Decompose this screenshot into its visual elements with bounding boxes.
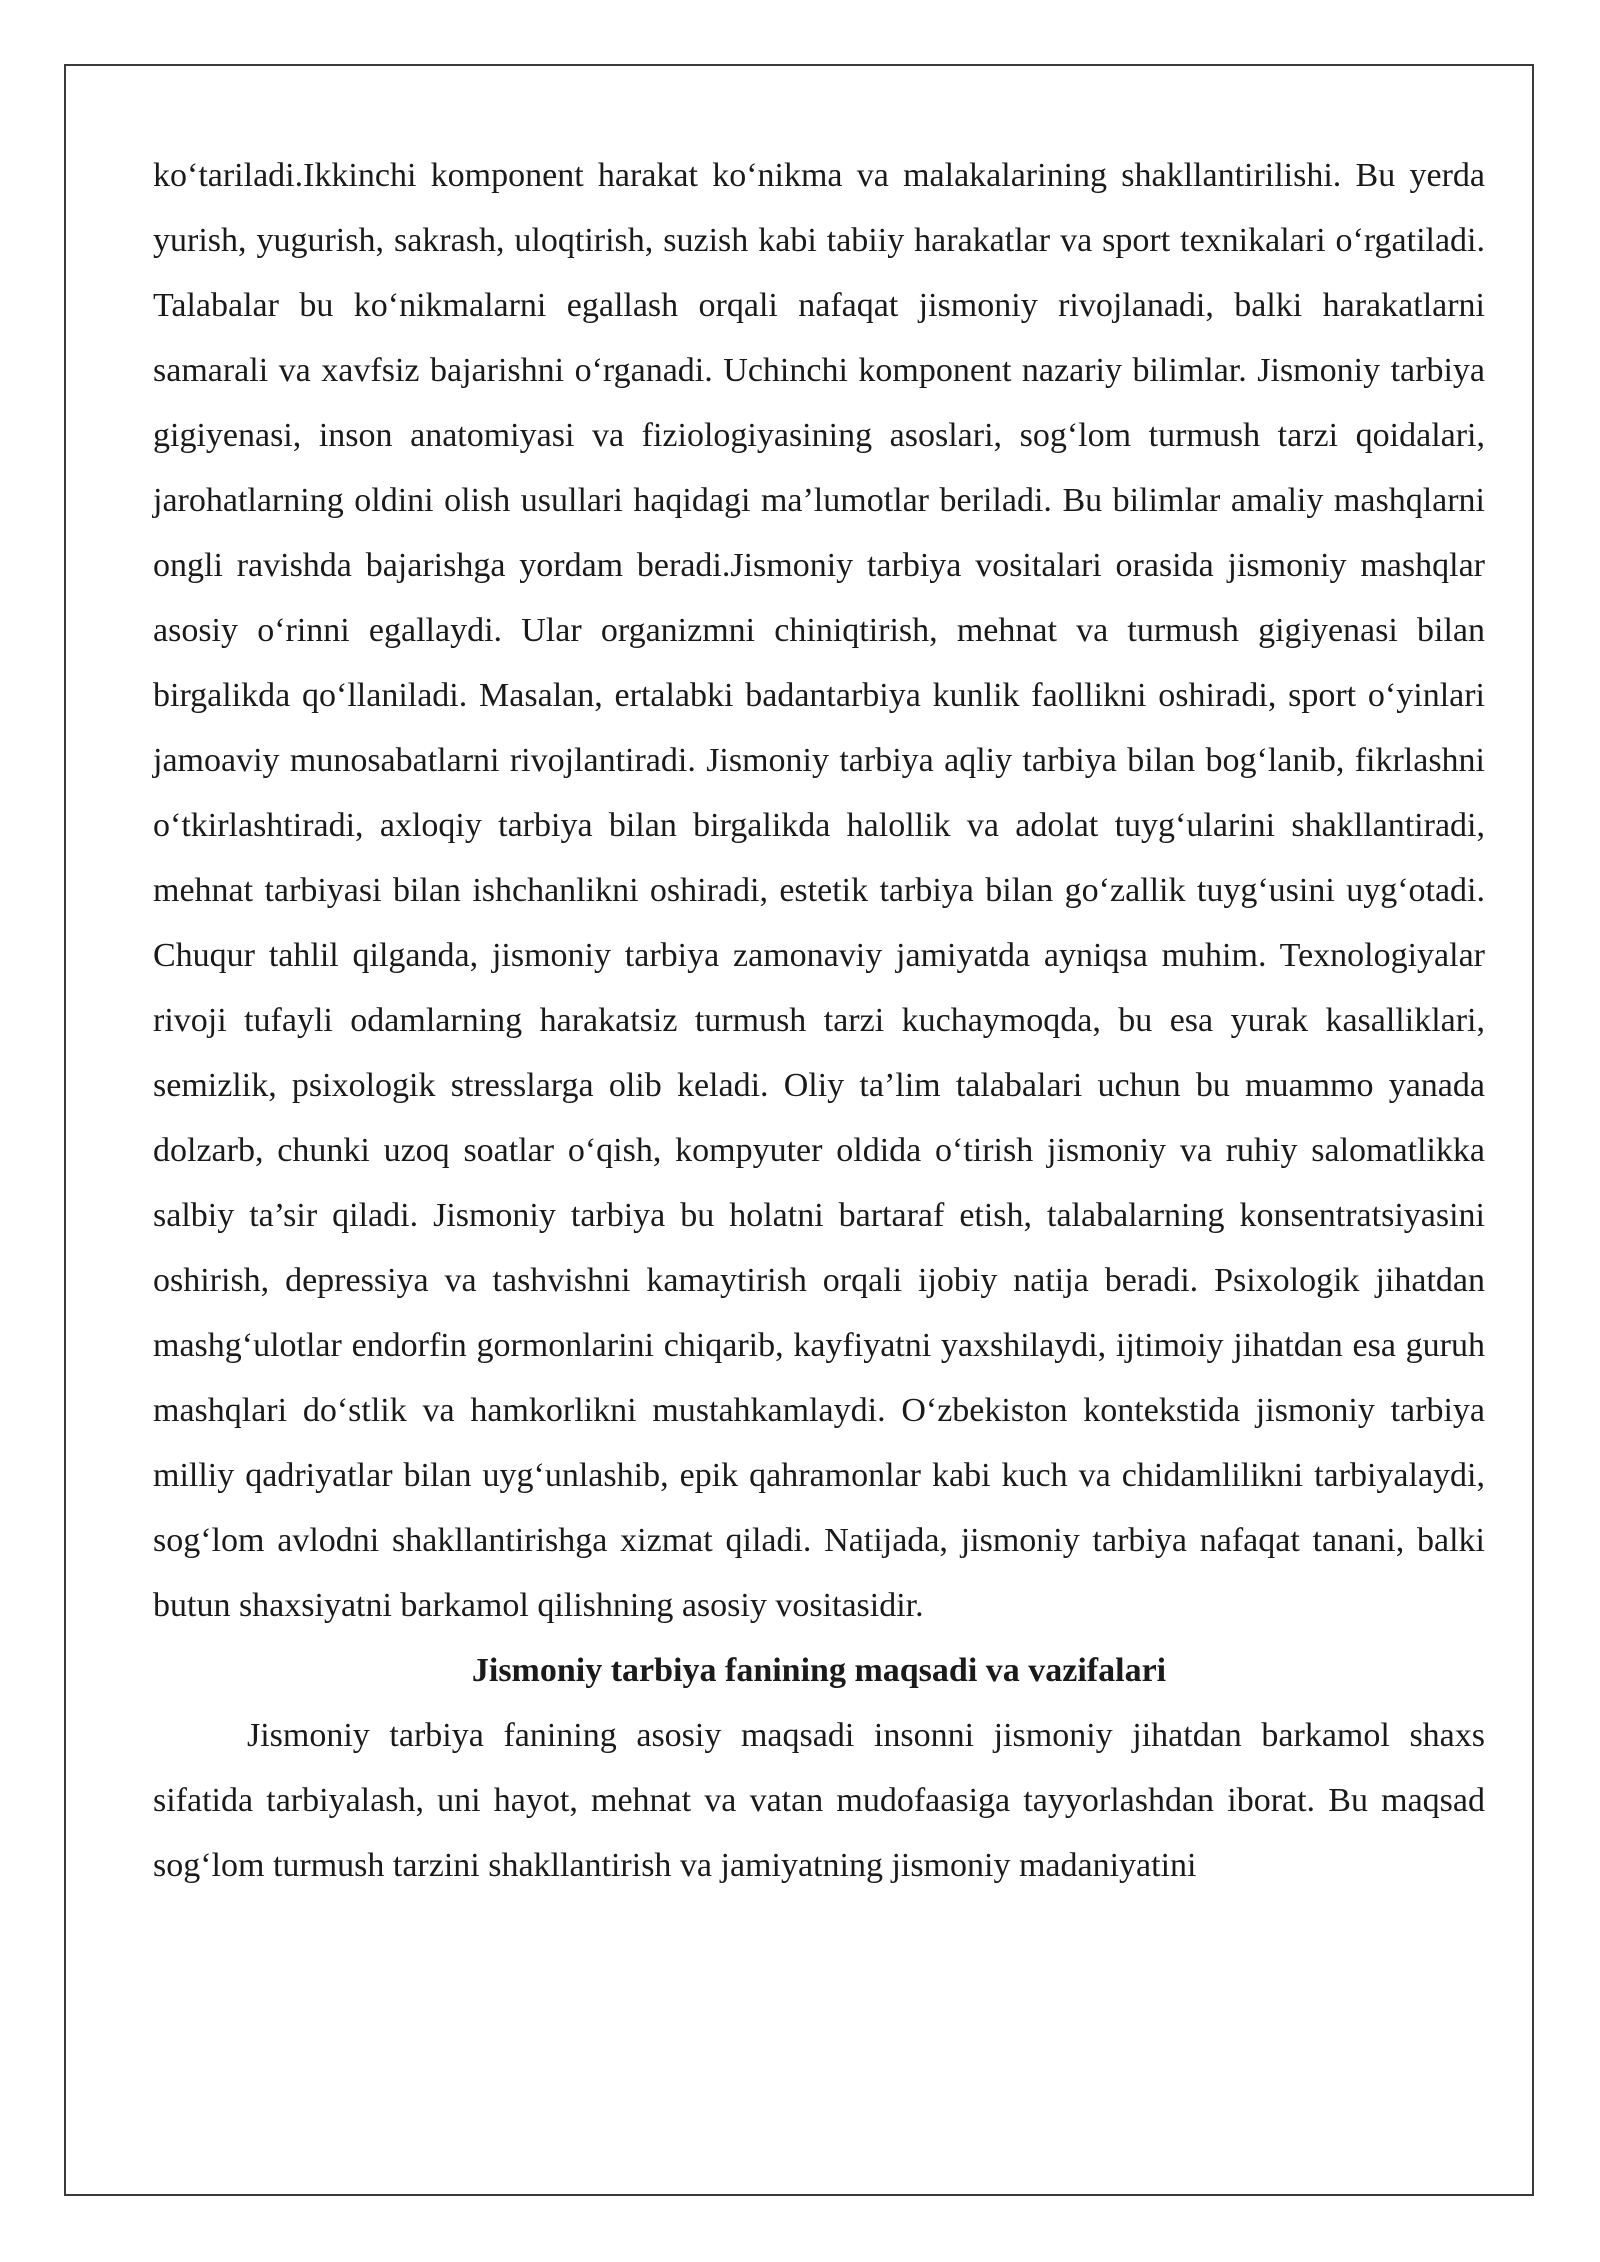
section-heading: Jismoniy tarbiya fanining maqsadi va vazifalari [471, 1652, 1167, 1689]
body-paragraph: ko‘tariladi.Ikkinchi komponent harakat ko‘nikma va malakalarining shakllantirilishi. Bu yerda yurish, yugurish, sakrash, uloqtirish, suzish kabi tabiiy harakatlar va sport texnikalari o‘rgatiladi. Talabalar bu ko‘nikmalarni egallash orqali nafaqat jismoniy rivojlanadi, balki harakatlarni samarali va xavfsiz bajarishni o‘rganadi. Uchinchi komponent nazariy bilimlar. Jismoniy tarbiya gigiyenasi, inson anatomiyasi va fiziologiyasining asoslari, sog‘lom turmush tarzi qoidalari, jarohatlarning oldini olish usullari haqidagi ma’lumotlar beriladi. Bu bilimlar amaliy mashqlarni ongli ravishda bajarishga yordam beradi.Jismoniy tarbiya vositalari orasida jismoniy mashqlar asosiy o‘rinni egallaydi. Ular organizmni chiniqtirish, mehnat va turmush gigiyenasi bilan birgalikda qo‘llaniladi. Masalan, ertalabki badantarbiya kunlik faollikni oshiradi, sport o‘yinlari jamoaviy munosabatlarni rivojlantiradi. Jismoniy tarbiya aqliy tarbiya bilan bog‘lanib, fikrlashni o‘tkirlashtiradi, axloqiy tarbiya bilan birgalikda halollik va adolat tuyg‘ularini shakllantiradi, mehnat tarbiyasi bilan ishchanlikni oshiradi, estetik tarbiya bilan go‘zallik tuyg‘usini uyg‘otadi. Chuqur tahlil qilganda, jismoniy tarbiya zamonaviy jamiyatda ayniqsa muhim. Texnologiyalar rivoji tufayli odamlarning harakatsiz turmush tarzi kuchaymoqda, bu esa yurak kasalliklari, semizlik, psixologik stresslarga olib keladi. Oliy ta’lim talabalari uchun bu muammo yanada dolzarb, chunki uzoq soatlar o‘qish, kompyuter oldida o‘tirish jismoniy va ruhiy salomatlikka salbiy ta’sir qiladi. Jismoniy tarbiya bu holatni bartaraf etish, talabalarning konsentratsiyasini oshirish, depressiya va tashvishni kamaytirish orqali ijobiy natija beradi. Psixologik jihatdan mashg‘ulotlar endorfin gormonlarini chiqarib, kayfiyatni yaxshilaydi, ijtimoiy jihatdan esa guruh mashqlari do‘stlik va hamkorlikni mustahkamlaydi. O‘zbekiston kontekstida jismoniy tarbiya milliy qadriyatlar bilan uyg‘unlashib, epik qahramonlar kabi kuch va chidamlilikni tarbiyalaydi, sog‘lom avlodni shakllantirishga xizmat qiladi. Natijada, jismoniy tarbiya nafaqat tanani, balki butun shaxsiyatni barkamol qilishning asosiy vositasidir. [153, 157, 1485, 1624]
document-body [153, 143, 1485, 1898]
body-paragraph: Jismoniy tarbiya fanining asosiy maqsadi insonni jismoniy jihatdan barkamol shaxs sifatida tarbiyalash, uni hayot, mehnat va vatan mudofaasiga tayyorlashdan iborat. Bu maqsad sog‘lom turmush tarzini shakllantirish va jamiyatning jismoniy madaniyatini [153, 1717, 1485, 1884]
